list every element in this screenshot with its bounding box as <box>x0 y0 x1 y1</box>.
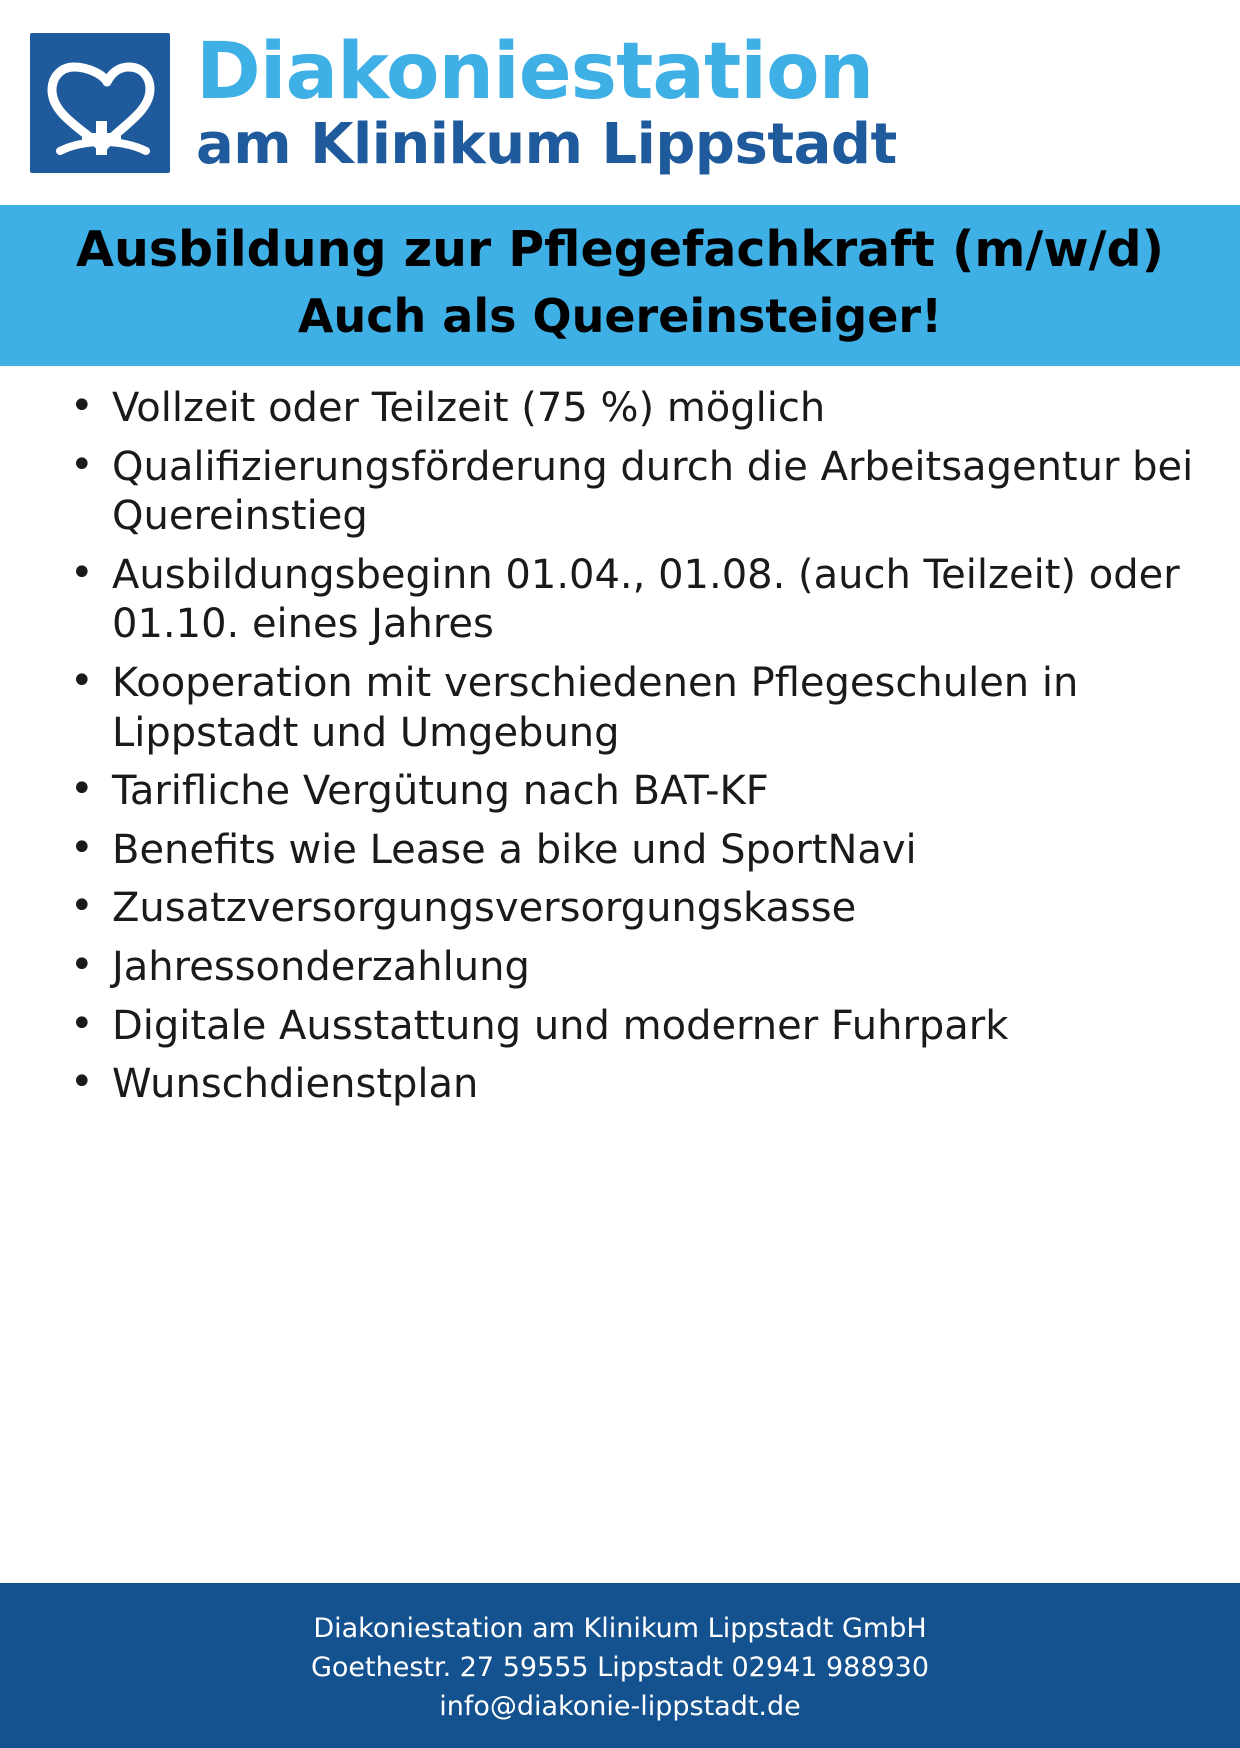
page-title: Ausbildung zur Pflegefachkraft (m/w/d) <box>76 221 1164 278</box>
heart-tree-icon <box>30 33 170 173</box>
list-item: • Wunschdienstplan <box>56 1060 1206 1110</box>
footer-company: Diakoniestation am Klinikum Lippstadt GmbH <box>313 1612 927 1644</box>
footer-contact <box>0 1583 1240 1748</box>
list-item: • Digitale Ausstattung und moderner Fuhrpark <box>56 1002 1206 1052</box>
list-item: • Jahressonderzahlung <box>56 943 1206 993</box>
footer-address: Goethestr. 27 59555 Lippstadt 02941 988930 <box>310 1651 930 1683</box>
logo-line-1: Diakoniestation <box>196 26 874 117</box>
list-item: • Vollzeit oder Teilzeit (75 %) möglich <box>56 384 1206 434</box>
headline-band <box>0 205 1240 366</box>
logo-wordmark <box>196 26 897 177</box>
list-item: • Zusatzversorgungsversorgungskasse <box>56 884 1206 934</box>
benefits-section <box>0 366 1240 1583</box>
list-item: • Tarifliche Vergütung nach BAT-KF <box>56 767 1206 817</box>
list-item: • Kooperation mit verschiedenen Pflegeschulen in Lippstadt und Umgebung <box>56 659 1206 758</box>
footer-email[interactable]: info@diakonie-lippstadt.de <box>439 1690 801 1722</box>
list-item: • Benefits wie Lease a bike und SportNavi <box>56 826 1206 876</box>
list-item: • Ausbildungsbeginn 01.04., 01.08. (auch Teilzeit) oder 01.10. eines Jahres <box>56 551 1206 650</box>
page-subtitle: Auch als Quereinsteiger! <box>297 288 943 343</box>
list-item: • Qualifizierungsförderung durch die Arbeitsagentur bei Quereinstieg <box>56 443 1206 542</box>
logo-line-2: am Klinikum Lippstadt <box>196 111 897 177</box>
benefits-list <box>56 384 1206 1110</box>
logo-header <box>0 0 1240 205</box>
